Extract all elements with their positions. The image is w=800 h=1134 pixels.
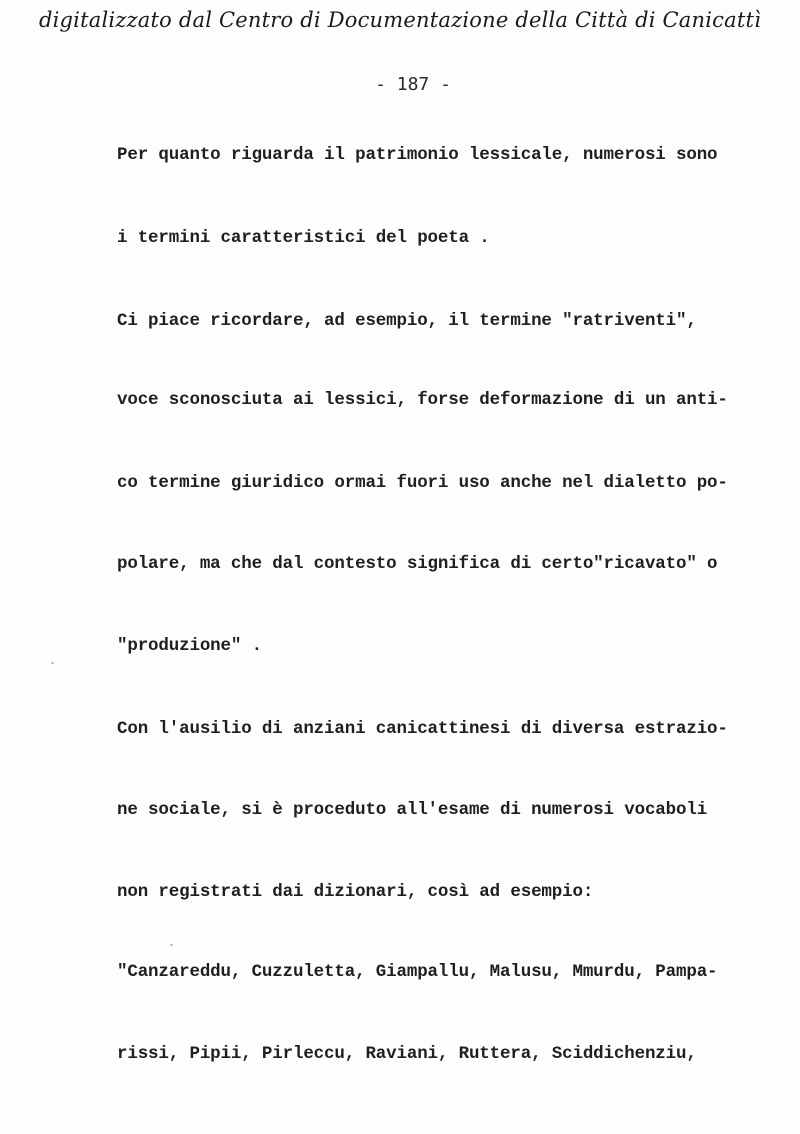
digitization-watermark: digitalizzato dal Centro di Documentazione della Città di Canicattì — [38, 8, 762, 32]
text-line: "Canzareddu, Cuzzuletta, Giampallu, Malusu, Mmurdu, Pampa- — [117, 962, 718, 982]
text-line: polare, ma che dal contesto significa di certo"ricavato" o — [117, 554, 718, 574]
scan-speck — [170, 944, 173, 946]
text-line: ne sociale, si è proceduto all'esame di numerosi vocaboli — [117, 800, 708, 820]
text-line: Ci piace ricordare, ad esempio, il termine "ratriventi", — [117, 311, 697, 331]
text-line: voce sconosciuta ai lessici, forse deformazione di un anti- — [117, 390, 728, 410]
text-line: i termini caratteristici del poeta . — [117, 228, 490, 248]
text-line: non registrati dai dizionari, così ad esempio: — [117, 882, 594, 902]
text-line: co termine giuridico ormai fuori uso anche nel dialetto po- — [117, 473, 728, 493]
text-line: rissi, Pipii, Pirleccu, Raviani, Ruttera, Sciddichenziu, — [117, 1044, 697, 1064]
page-number: - 187 - — [375, 74, 451, 95]
text-line: Con l'ausilio di anziani canicattinesi di diversa estrazio- — [117, 719, 728, 739]
text-line: "produzione" . — [117, 636, 262, 656]
scan-speck — [51, 662, 54, 664]
text-line: Per quanto riguarda il patrimonio lessicale, numerosi sono — [117, 145, 718, 165]
